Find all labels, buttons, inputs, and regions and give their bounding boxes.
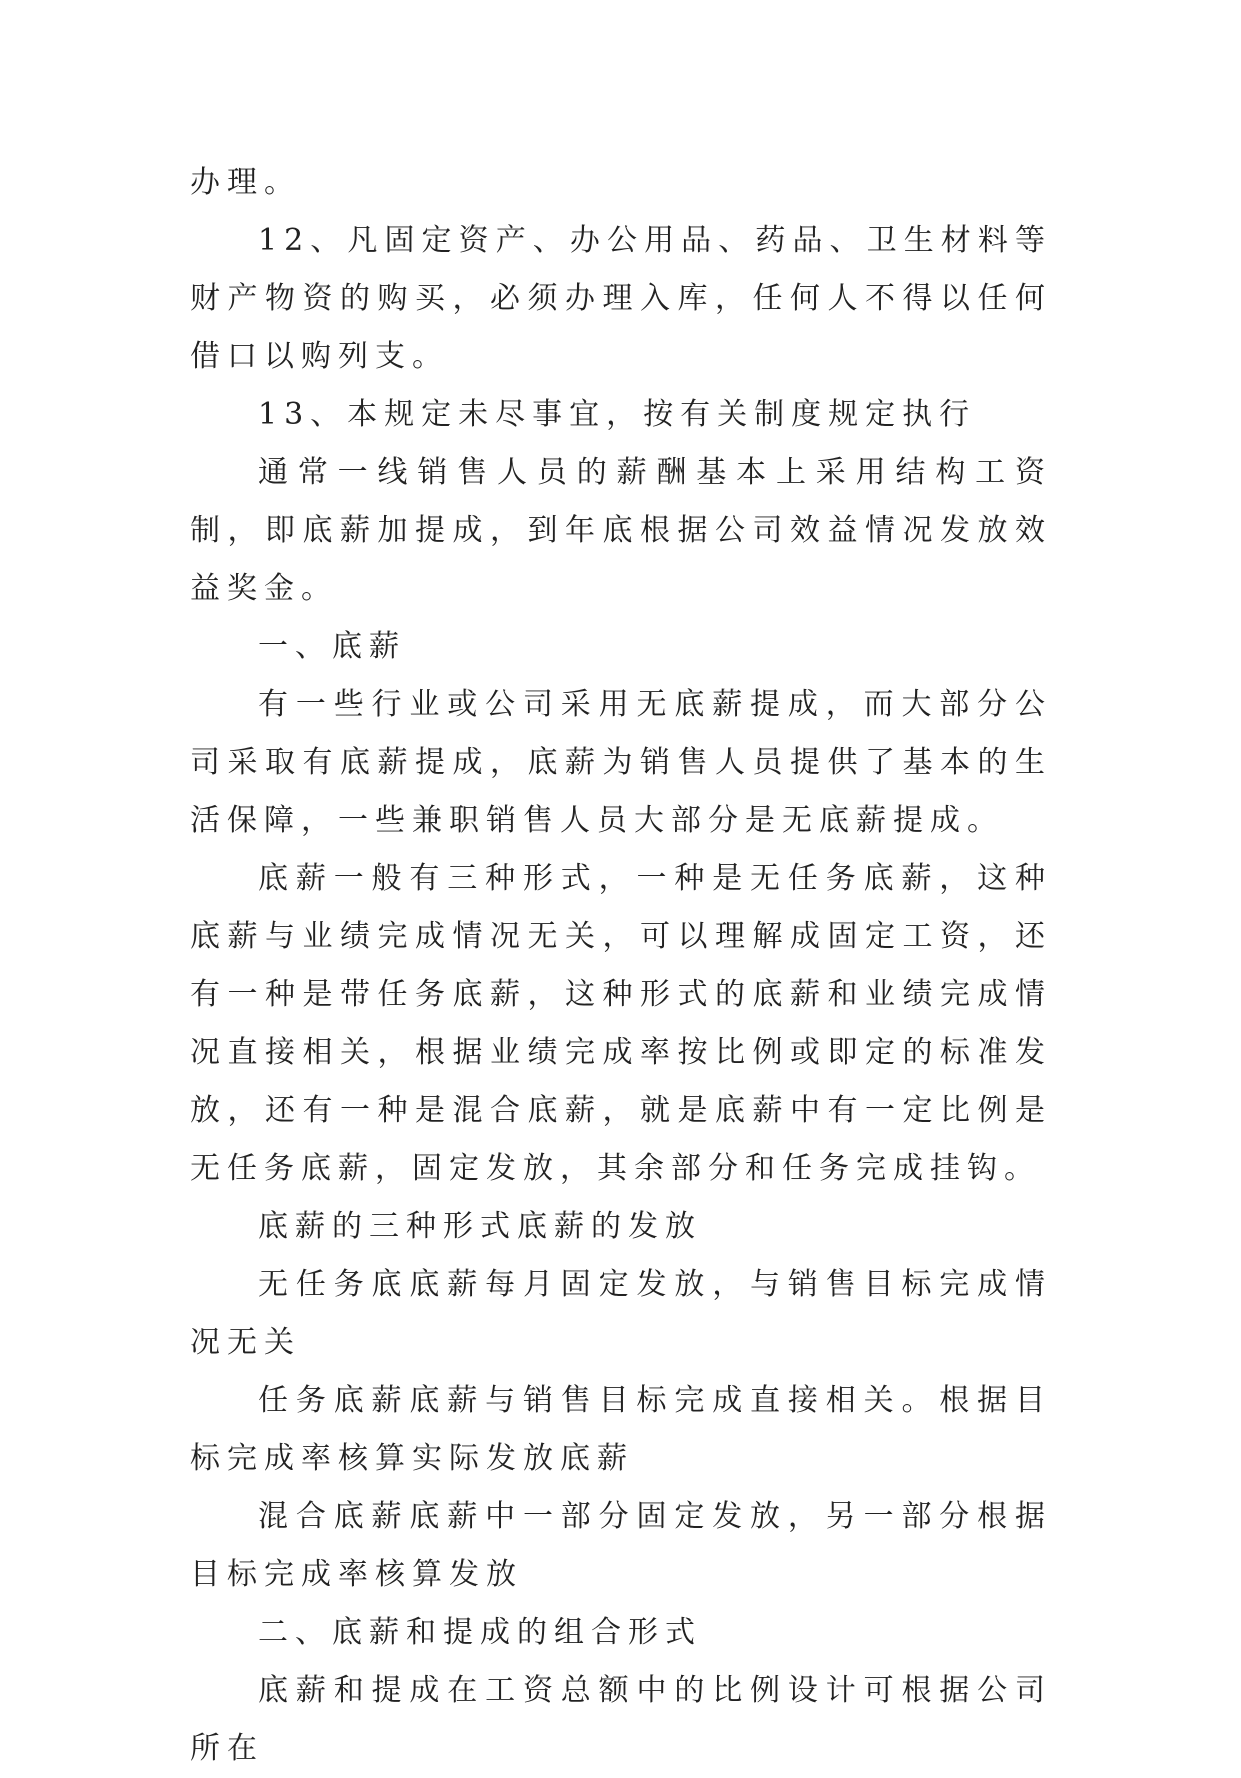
paragraph-base-salary-overview: 有一些行业或公司采用无底薪提成，而大部分公司采取有底薪提成，底薪为销售人员提供了基本的生活保障，一些兼职销售人员大部分是无底薪提成。 xyxy=(190,687,1052,838)
paragraph-continuation: 办理。 xyxy=(190,165,301,200)
paragraph-base-salary-forms: 底薪一般有三种形式，一种是无任务底薪，这种底薪与业绩完成情况无关，可以理解成固定工资，还有一种是带任务底薪，这种形式的底薪和业绩完成情况直接相关，根据业绩完成率按比例或即定的标准发放，还有一种是混合底薪，就是底薪中有一定比例是无任务底薪，固定发放，其余部分和任务完成挂钩。 xyxy=(190,861,1052,1186)
paragraph-form-task: 任务底薪底薪与销售目标完成直接相关。根据目标完成率核算实际发放底薪 xyxy=(190,1383,1052,1476)
paragraph-intro: 通常一线销售人员的薪酬基本上采用结构工资制，即底薪加提成，到年底根据公司效益情况发放效益奖金。 xyxy=(190,455,1052,606)
paragraph-form-no-task: 无任务底底薪每月固定发放，与销售目标完成情况无关 xyxy=(190,1267,1052,1360)
section-heading-base-salary: 一、底薪 xyxy=(258,629,406,664)
document-body xyxy=(190,154,1052,1778)
paragraph-form-mixed: 混合底薪底薪中一部分固定发放，另一部分根据目标完成率核算发放 xyxy=(190,1499,1052,1592)
section-heading-combination: 二、底薪和提成的组合形式 xyxy=(258,1615,702,1650)
paragraph-item-13: 13、本规定未尽事宜，按有关制度规定执行 xyxy=(258,397,977,432)
paragraph-item-12: 12、凡固定资产、办公用品、药品、卫生材料等财产物资的购买，必须办理入库，任何人不得以任何借口以购列支。 xyxy=(190,223,1052,374)
paragraph-combination-ratio: 底薪和提成在工资总额中的比例设计可根据公司所在 xyxy=(190,1673,1052,1766)
paragraph-forms-title: 底薪的三种形式底薪的发放 xyxy=(258,1209,702,1244)
